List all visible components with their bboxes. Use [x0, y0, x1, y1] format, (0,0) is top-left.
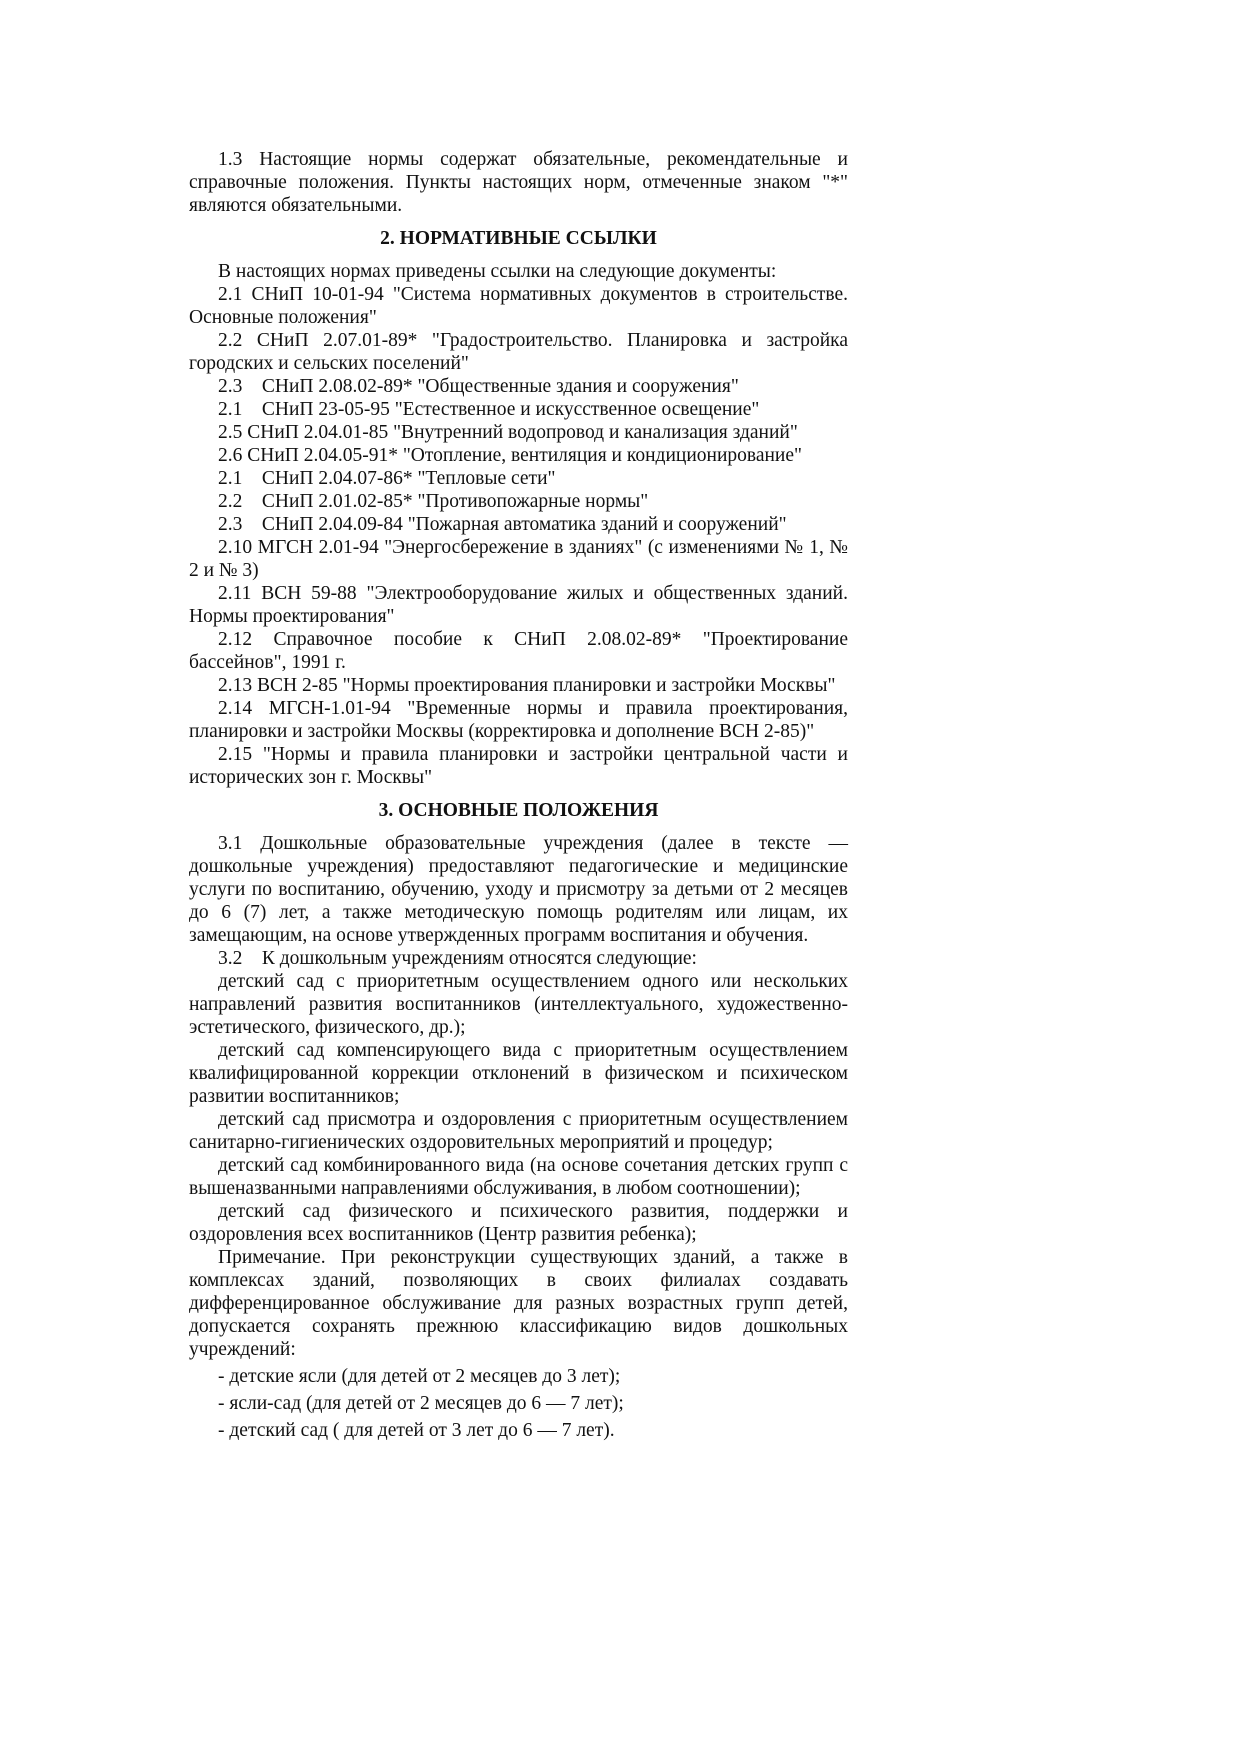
reference-item: 2.11 ВСН 59-88 "Электрооборудование жилых и общественных зданий. Нормы проектирования": [189, 583, 848, 627]
reference-item: 2.2 СНиП 2.01.02-85* "Противопожарные нормы": [218, 491, 649, 512]
reference-item: 2.13 ВСН 2-85 "Нормы проектирования планировки и застройки Москвы": [218, 675, 836, 696]
kindergarten-type-item: детский сад компенсирующего вида с приоритетным осуществлением квалифицированной коррекции отклонений в физическом и психическом развитии воспитанников;: [189, 1040, 848, 1107]
note-list-item: - ясли-сад (для детей от 2 месяцев до 6 — 7 лет);: [218, 1393, 624, 1414]
paragraph-3-1: 3.1 Дошкольные образовательные учреждения (далее в тексте — дошкольные учреждения) предоставляют педагогические и медицинские услуги по воспитанию, обучению, уходу и присмотру за детьми от 2 месяцев до 6 (7) лет, а также методическую помощь родителям или лицам, их замещающим, на основе утвержденных программ воспитания и обучения.: [189, 833, 848, 946]
reference-item: 2.1 СНиП 2.04.07-86* "Тепловые сети": [218, 468, 556, 489]
paragraph-3-2: 3.2 К дошкольным учреждениям относятся следующие:: [218, 948, 697, 969]
kindergarten-type-item: детский сад комбинированного вида (на основе сочетания детских групп с вышеназванными направлениями обслуживания, в любом соотношении);: [189, 1155, 848, 1199]
section-2-heading: 2. НОРМАТИВНЫЕ ССЫЛКИ: [380, 228, 657, 249]
note-list-item: - детские ясли (для детей от 2 месяцев до 3 лет);: [218, 1366, 621, 1387]
kindergarten-type-item: детский сад с приоритетным осуществлением одного или нескольких направлений развития воспитанников (интеллектуального, художественно-эстетического, физического, др.);: [189, 971, 848, 1038]
reference-item: 2.3 СНиП 2.04.09-84 "Пожарная автоматика зданий и сооружений": [218, 514, 787, 535]
reference-item: 2.6 СНиП 2.04.05-91* "Отопление, вентиляция и кондиционирование": [218, 445, 802, 466]
section-2-intro: В настоящих нормах приведены ссылки на следующие документы:: [218, 261, 777, 282]
reference-item: 2.10 МГСН 2.01-94 "Энергосбережение в зданиях" (с изменениями № 1, № 2 и № 3): [189, 537, 848, 581]
reference-item: 2.12 Справочное пособие к СНиП 2.08.02-89* "Проектирование бассейнов", 1991 г.: [189, 629, 848, 673]
reference-item: 2.15 "Нормы и правила планировки и застройки центральной части и исторических зон г. Москвы": [189, 744, 848, 788]
paragraph-1-3: 1.3 Настоящие нормы содержат обязательные, рекомендательные и справочные положения. Пункты настоящих норм, отмеченные знаком "*" являются обязательными.: [189, 149, 848, 216]
document-page: [189, 148, 848, 1442]
reference-item: 2.2 СНиП 2.07.01-89* "Градостроительство. Планировка и застройка городских и сельских поселений": [189, 330, 848, 374]
reference-item: 2.1 СНиП 10-01-94 "Система нормативных документов в строительстве. Основные положения": [189, 284, 848, 328]
reference-item: 2.5 СНиП 2.04.01-85 "Внутренний водопровод и канализация зданий": [218, 422, 798, 443]
reference-item: 2.1 СНиП 23-05-95 "Естественное и искусственное освещение": [218, 399, 760, 420]
note-list-item: - детский сад ( для детей от 3 лет до 6 — 7 лет).: [218, 1420, 615, 1441]
reference-item: 2.3 СНиП 2.08.02-89* "Общественные здания и сооружения": [218, 376, 739, 397]
kindergarten-type-item: детский сад физического и психического развития, поддержки и оздоровления всех воспитанников (Центр развития ребенка);: [189, 1201, 848, 1245]
reference-item: 2.14 МГСН-1.01-94 "Временные нормы и правила проектирования, планировки и застройки Москвы (корректировка и дополнение ВСН 2-85)": [189, 698, 848, 742]
section-3-heading: 3. ОСНОВНЫЕ ПОЛОЖЕНИЯ: [378, 800, 659, 821]
kindergarten-type-item: детский сад присмотра и оздоровления с приоритетным осуществлением санитарно-гигиенических оздоровительных мероприятий и процедур;: [189, 1109, 848, 1153]
note-paragraph: Примечание. При реконструкции существующих зданий, а также в комплексах зданий, позволяющих в своих филиалах создавать дифференцированное обслуживание для разных возрастных групп детей, допускается сохранять прежнюю классификацию видов дошкольных учреждений:: [189, 1247, 848, 1360]
